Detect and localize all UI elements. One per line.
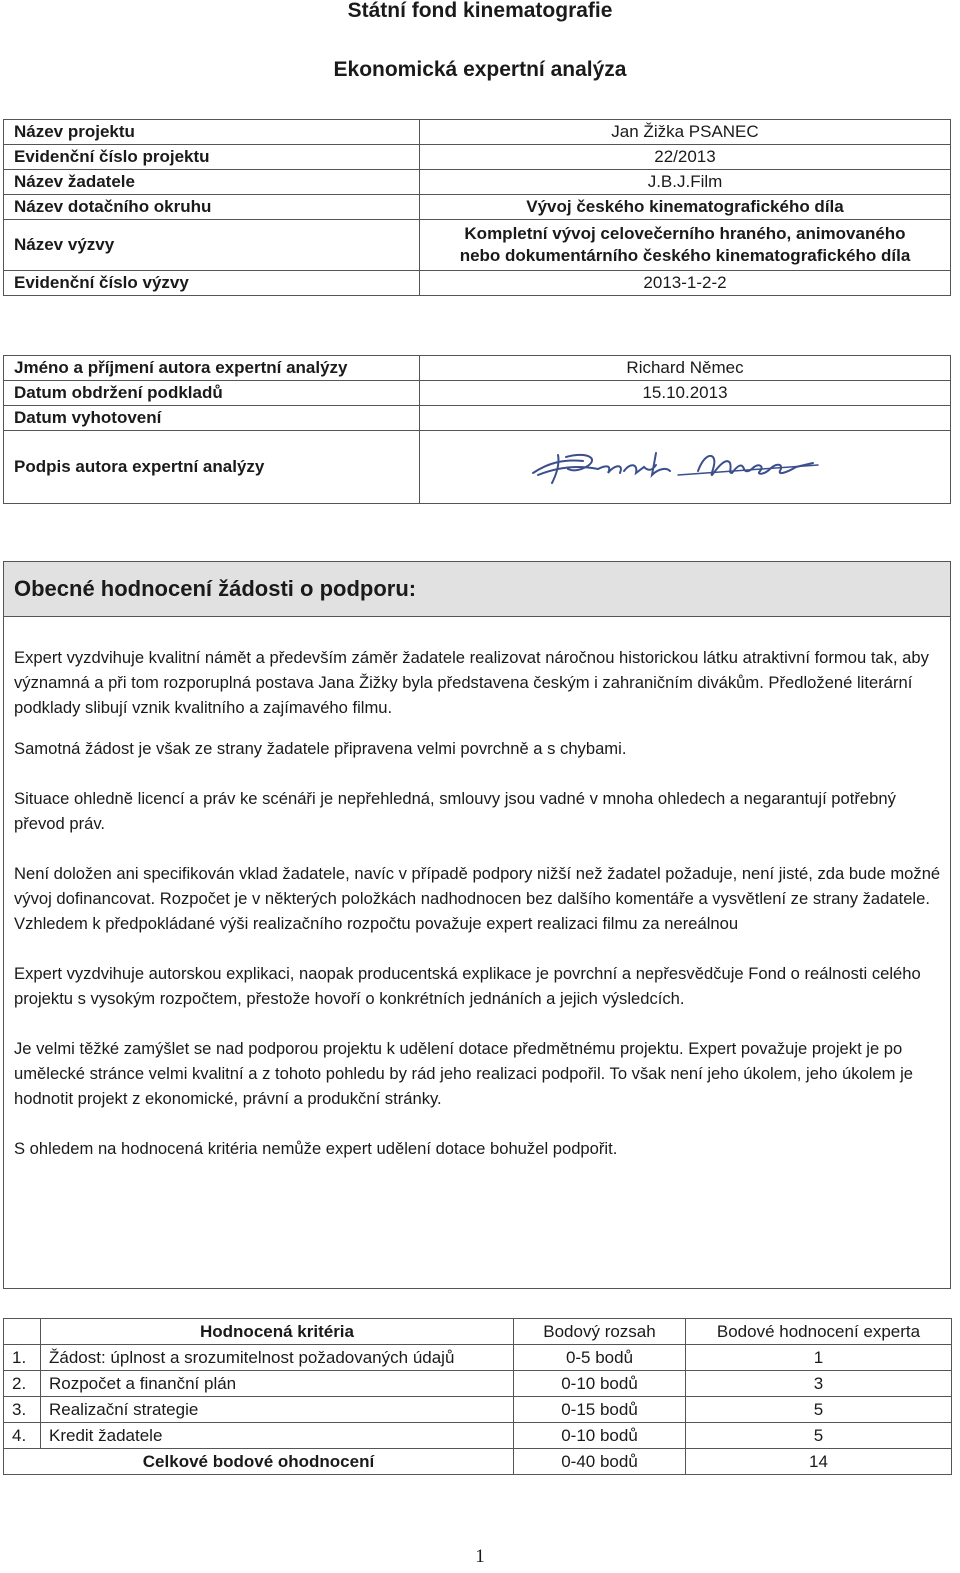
signature-image bbox=[528, 445, 828, 489]
call-name-value bbox=[420, 220, 951, 271]
criterion-range: 0-5 bodů bbox=[514, 1345, 686, 1371]
evaluation-paragraph-4: Není doložen ani specifikován vklad žadatele, navíc v případě podpory nižší než žadatel požaduje, není jisté, zda bude možné vývoj dofinancovat. Rozpočet je v některých položkách nadhodnocen bez dalšího komentáře a vysvětlení ze strany žadatele. Vzhledem k předpokládané výši realizačního rozpočtu považuje expert realizaci filmu za nereálnou bbox=[14, 864, 941, 933]
table-row bbox=[4, 1345, 952, 1371]
project-name-value: Jan Žižka PSANEC bbox=[420, 120, 951, 145]
evaluation-paragraph-7: S ohledem na hodnocená kritéria nemůže expert udělení dotace bohužel podpořit. bbox=[14, 1139, 618, 1158]
evaluation-paragraph-3: Situace ohledně licencí a práv ke scénáři je nepřehledná, smlouvy jsou vadné v mnoha ohledech a negarantují potřebný převod práv. bbox=[14, 789, 896, 833]
grant-area-label: Název dotačního okruhu bbox=[4, 195, 420, 220]
evaluation-paragraph-6: Je velmi těžké zamýšlet se nad podporou projektu k udělení dotace předmětnému projektu. Expert považuje projekt je po umělecké stránce velmi kvalitní a z tohoto pohledu by rád jeho realizaci podpořil. To však není jeho úkolem, jeho úkolem je hodnotit projekt z ekonomické, právní a produkční stránky. bbox=[14, 1039, 914, 1108]
range-header: Bodový rozsah bbox=[514, 1319, 686, 1345]
table-row bbox=[4, 271, 951, 296]
criteria-table bbox=[3, 1318, 952, 1475]
criterion-range: 0-15 bodů bbox=[514, 1397, 686, 1423]
signature-cell bbox=[420, 431, 951, 504]
prepared-date-value bbox=[420, 406, 951, 431]
criteria-header: Hodnocená kritéria bbox=[41, 1319, 514, 1345]
total-row bbox=[4, 1449, 952, 1475]
criterion-score: 5 bbox=[686, 1397, 952, 1423]
table-row bbox=[4, 1371, 952, 1397]
criterion-name: Kredit žadatele bbox=[41, 1423, 514, 1449]
call-number-label: Evidenční číslo výzvy bbox=[4, 271, 420, 296]
table-header-row bbox=[4, 1319, 952, 1345]
table-row bbox=[4, 145, 951, 170]
criterion-score: 1 bbox=[686, 1345, 952, 1371]
organization-title: Státní fond kinematografie bbox=[347, 0, 613, 22]
document-title: Ekonomická expertní analýza bbox=[333, 58, 627, 81]
table-row bbox=[4, 356, 951, 381]
criterion-name: Rozpočet a finanční plán bbox=[41, 1371, 514, 1397]
criterion-name: Realizační strategie bbox=[41, 1397, 514, 1423]
prepared-date-label: Datum vyhotovení bbox=[4, 406, 420, 431]
project-info-table bbox=[3, 119, 951, 296]
table-row bbox=[4, 195, 951, 220]
received-date-label: Datum obdržení podkladů bbox=[4, 381, 420, 406]
applicant-label: Název žadatele bbox=[4, 170, 420, 195]
criterion-score: 5 bbox=[686, 1423, 952, 1449]
applicant-value: J.B.J.Film bbox=[420, 170, 951, 195]
total-range: 0-40 bodů bbox=[514, 1449, 686, 1475]
total-score: 14 bbox=[686, 1449, 952, 1475]
evaluation-heading: Obecné hodnocení žádosti o podporu: bbox=[4, 562, 950, 617]
table-row bbox=[4, 381, 951, 406]
evaluation-section bbox=[3, 561, 951, 1289]
table-row bbox=[4, 220, 951, 271]
project-number-label: Evidenční číslo projektu bbox=[4, 145, 420, 170]
criterion-range: 0-10 bodů bbox=[514, 1371, 686, 1397]
table-row bbox=[4, 120, 951, 145]
evaluation-paragraph-2: Samotná žádost je však ze strany žadatele připravena velmi povrchně a s chybami. bbox=[14, 739, 627, 758]
author-name-label: Jméno a příjmení autora expertní analýzy bbox=[4, 356, 420, 381]
row-number: 4. bbox=[4, 1423, 41, 1449]
row-number: 2. bbox=[4, 1371, 41, 1397]
project-number-value: 22/2013 bbox=[420, 145, 951, 170]
evaluation-paragraph-1: Expert vyzdvihuje kvalitní námět a především záměr žadatele realizovat náročnou historickou látku atraktivní formou tak, aby významná a při tom rozporuplná postava Jana Žižky byla představena českým i zahraničním divákům. Předložené literární podklady slibují vznik kvalitního a zajímavého filmu. bbox=[14, 648, 929, 717]
page-number: 1 bbox=[475, 1546, 485, 1567]
author-name-value: Richard Němec bbox=[420, 356, 951, 381]
table-row bbox=[4, 1423, 952, 1449]
criterion-name: Žádost: úplnost a srozumitelnost požadovaných údajů bbox=[41, 1345, 514, 1371]
author-table bbox=[3, 355, 951, 504]
table-row bbox=[4, 170, 951, 195]
call-number-value: 2013-1-2-2 bbox=[420, 271, 951, 296]
table-row bbox=[4, 1397, 952, 1423]
call-name-line-1: Kompletní vývoj celovečerního hraného, animovaného bbox=[464, 224, 906, 243]
table-row bbox=[4, 431, 951, 504]
received-date-value: 15.10.2013 bbox=[420, 381, 951, 406]
call-name-line-2: nebo dokumentárního českého kinematografického díla bbox=[459, 246, 911, 265]
criterion-range: 0-10 bodů bbox=[514, 1423, 686, 1449]
evaluation-paragraph-5: Expert vyzdvihuje autorskou explikaci, naopak producentská explikace je povrchní a nepřesvědčuje Fond o reálnosti celého projektu s vysokým rozpočtem, přestože hovoří o konkrétních jednáních a jejich výsledcích. bbox=[14, 964, 921, 1008]
call-name-label: Název výzvy bbox=[4, 220, 420, 271]
row-number: 3. bbox=[4, 1397, 41, 1423]
number-header bbox=[4, 1319, 41, 1345]
total-label: Celkové bodové ohodnocení bbox=[4, 1449, 514, 1475]
grant-area-value: Vývoj českého kinematografického díla bbox=[420, 195, 951, 220]
row-number: 1. bbox=[4, 1345, 41, 1371]
score-header: Bodové hodnocení experta bbox=[686, 1319, 952, 1345]
table-row bbox=[4, 406, 951, 431]
signature-label: Podpis autora expertní analýzy bbox=[4, 431, 420, 504]
project-name-label: Název projektu bbox=[4, 120, 420, 145]
criterion-score: 3 bbox=[686, 1371, 952, 1397]
